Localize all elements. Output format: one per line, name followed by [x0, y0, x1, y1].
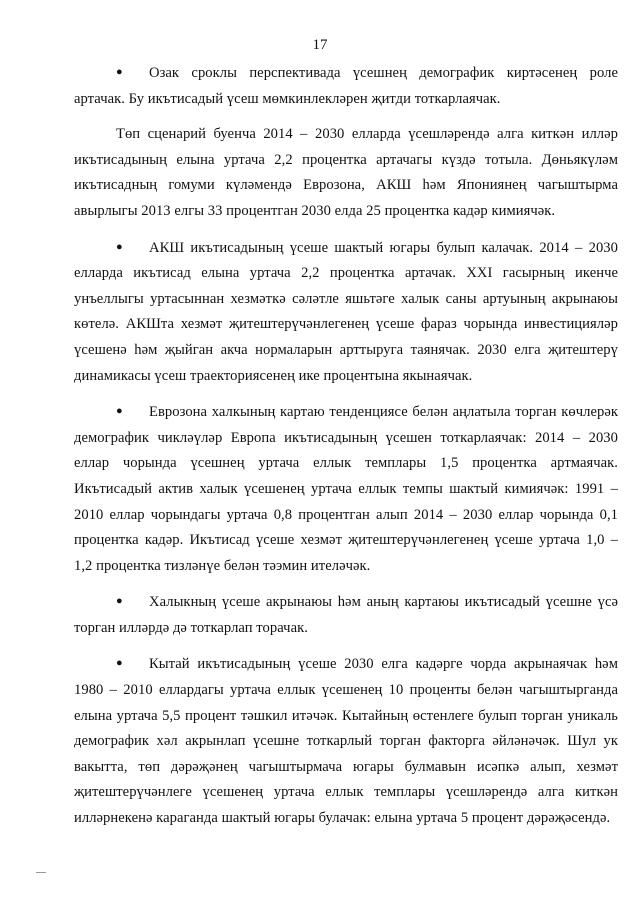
paragraph-6: [74, 651, 618, 831]
document-body: [74, 60, 618, 842]
paragraph-text: Халыкның үсеше акрынаюы һәм аның картаюы икътисадый үсешне үсә торган илләрдә дә тоткарлап торачак.: [74, 594, 618, 636]
paragraph-3: [74, 235, 618, 390]
paragraph-text: Еврозона халкының картаю тенденциясе белән аңлатыла торган көчлерәк демографик чикләүләр Европа икътисадының үсешен тоткарлаячак: 2014 – 2030 еллар чорында үсешнең уртача еллык темплары 1,5 процентка артмаячак. Икътисадый актив халык үсешенең уртача еллык темпы шактый кимиячәк: 1991 – 2010 еллар чорындагы уртача 0,8 процентган алып 2014 – 2030 еллар чорында 0,1 процентка кадәр. Икътисад үсеше хезмәт җитештерүчәнлегенең үсеше уртача 1,0 – 1,2 процентка тизләнүе белән тәэмин ителәчәк.: [74, 404, 618, 574]
paragraph-4: [74, 399, 618, 579]
paragraph-2: [74, 122, 618, 224]
bullet-icon: [116, 399, 149, 425]
paragraph-5: [74, 589, 618, 641]
bullet-icon: [116, 235, 149, 261]
page-number: 17: [312, 37, 328, 53]
paragraph-text: Кытай икътисадының үсеше 2030 елга кадәрге чорда акрынаячак һәм 1980 – 2010 еллардагы уртача еллык үсешенең 10 проценты белән чагыштырганда елына уртача 5,5 процент тәшкил итәчәк. Кытайның өстенлеге булып торган уникаль демографик хәл акрынлап үсешне тоткарлый торган факторга әйләнәчәк. Шул ук вакытта, төп дәрәҗәнең чагыштырмача югары булмавын исәпкә алып, хезмәт җитештерүчәнлеге үсешенең уртача еллык темплары үсешләрендә алга киткән илләрнекенә караганда шактый югары булачак: елына уртача 5 процент дәрәҗәсендә.: [74, 656, 618, 827]
bullet-icon: [116, 589, 149, 615]
bullet-icon: [116, 651, 149, 677]
paragraph-text: Төп сценарий буенча 2014 – 2030 елларда үсешләрендә алга киткән илләр икътисадының елына уртача 2,2 процентка артачагы күздә тотыла. Дөньякүләм икътисадның гомуми күләмендә Еврозона, АКШ һәм Япониянең чагыштырма авырлыгы 2013 елгы 33 процентган 2030 елда 25 процентка кадәр кимиячәк.: [74, 126, 618, 219]
margin-mark: [36, 872, 46, 873]
bullet-icon: [116, 60, 149, 86]
paragraph-text: АКШ икътисадының үсеше шактый югары булып калачак. 2014 – 2030 елларда икътисад елына уртача 2,2 процентка артачак. XXI гасырның икенче унъеллыгы уртасыннан хезмәткә сәләтле яшьтәге халык саны артуының акрынаюы көтелә. АКШта хезмәт җитештерүчәнлегенең үсеше фараз чорында инвестицияләр үсешенә һәм җыйган акча нормаларын арттыруга таянячак. 2030 елга җитештерү динамикасы үсеш траекториясенең ике процентына якынаячак.: [74, 239, 618, 384]
paragraph-text: Озак сроклы перспективада үсешнең демографик киртәсенең роле артачак. Бу икътисадый үсеш мөмкинлекләрен җитди тоткарлаячак.: [74, 65, 618, 107]
paragraph-1: [74, 60, 618, 112]
